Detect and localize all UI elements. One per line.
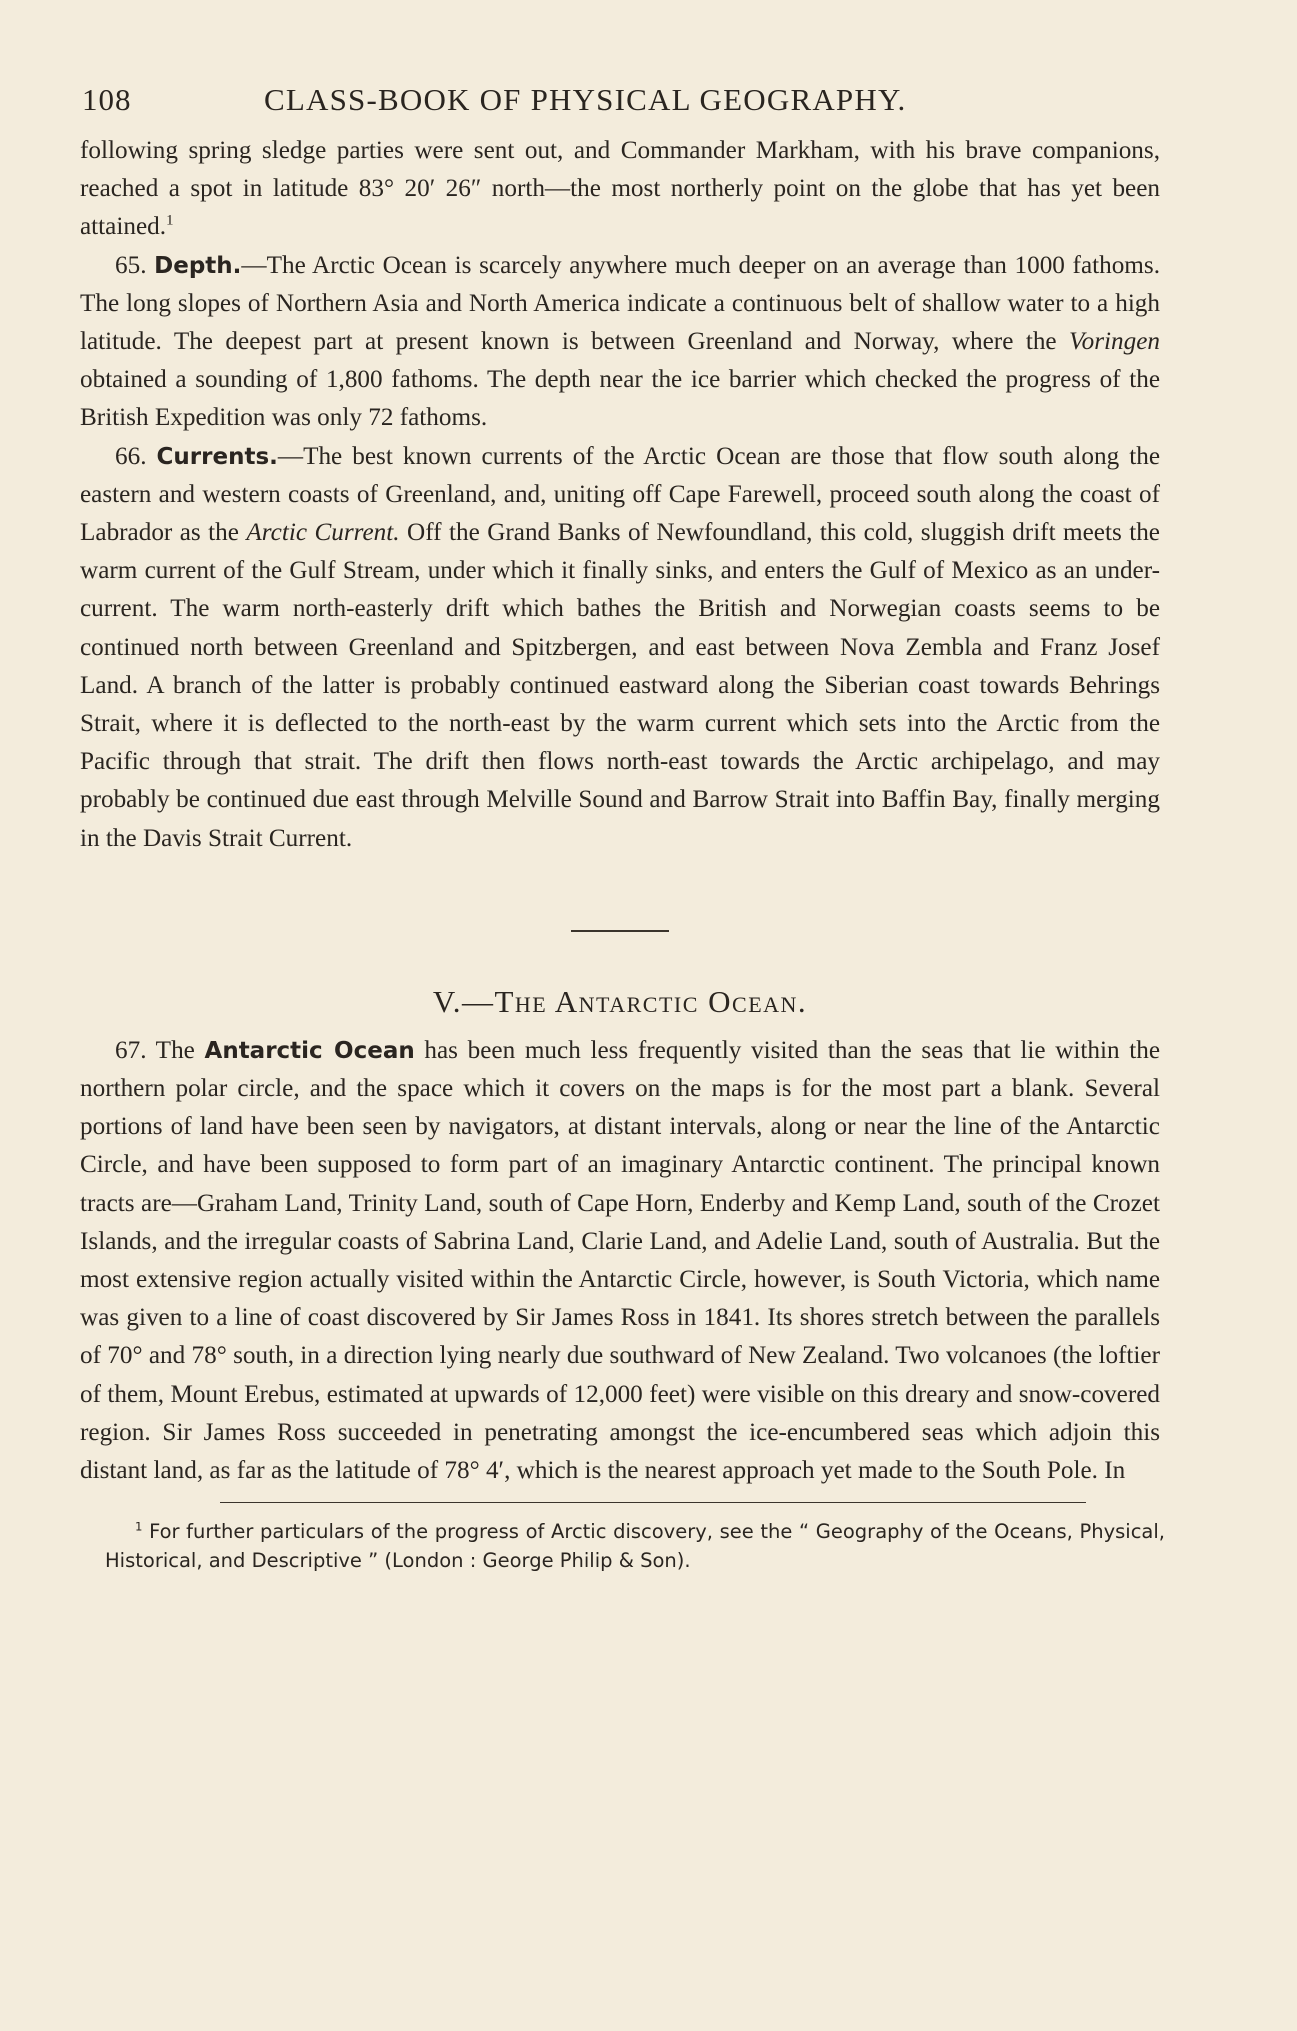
paragraph-currents [80, 438, 1160, 858]
paragraph-text: The [146, 1036, 205, 1064]
paragraph-depth [80, 247, 1160, 438]
paragraph-heading: Currents. [156, 443, 278, 470]
paragraph-text: following spring sledge parties were sent out, and Commander Markham, with his brave companions, reached a spot in latitude 83° 20′ 26″ north—the most northerly point on the globe that has yet been attained. [80, 137, 1160, 241]
paragraph-text: —The Arctic Ocean is scarcely anywhere much deeper on an average than 1000 fathoms. The long slopes of Northern Asia and North America indicate a continuous belt of shallow water to a high latitude. The deepest part at present known is between Greenland and Norway, where the [80, 251, 1160, 356]
paragraph-number: 66. [115, 442, 147, 470]
footnote [105, 1517, 1165, 1575]
paragraph-number: 65. [115, 251, 147, 279]
footnote-rule [220, 1502, 1086, 1503]
paragraph-antarctic [80, 1032, 1160, 1490]
paragraph-text: Off the Grand Banks of Newfoundland, this cold, sluggish drift meets the warm current of the Gulf Stream, under which it finally sinks, and enters the Gulf of Mexico as an under-current. The warm north-easterly drift which bathes the British and Norwegian coasts seems to be continued north between Greenland and Spitzbergen, and east between Nova Zembla and Franz Josef Land. A branch of the latter is probably continued eastward along the Siberian coast towards Behrings Strait, where it is deflected to the north-east by the warm current which sets into the Arctic from the Pacific through that strait. The drift then flows north-east towards the Arctic archipelago, and may probably be continued due east through Melville Sound and Barrow Strait into Baffin Bay, finally merging in the Davis Strait Current. [80, 519, 1160, 852]
paragraph-text: has been much less frequently visited than the seas that lie within the northern polar circle, and the space which it covers on the maps is for the most part a blank. Several portions of land have been seen by navigators, at distant intervals, along or near the line of the Antarctic Circle, and have been supposed to form part of an imaginary Antarctic continent. The principal known tracts are—Graham Land, Trinity Land, south of Cape Horn, Enderby and Kemp Land, south of the Crozet Islands, and the irregular coasts of Sabrina Land, Clarie Land, and Adelie Land, south of Australia. But the most extensive region actually visited within the Antarctic Circle, however, is South Victoria, which name was given to a line of coast discovered by Sir James Ross in 1841. Its shores stretch between the parallels of 70° and 78° south, in a direction lying nearly due southward of New Zealand. Two volcanoes (the loftier of them, Mount Erebus, estimated at upwards of 12,000 feet) were visible on this dreary and snow-covered region. Sir James Ross succeeded in penetrating amongst the ice-encumbered seas which adjoin this distant land, as far as the latitude of 78° 4′, which is the nearest approach yet made to the South Pole. In [80, 1036, 1160, 1485]
ship-name: Voringen [1069, 328, 1160, 356]
footnote-text: For further particulars of the progress of Arctic discovery, see the “ Geography of the Oceans, Physical, Historical, and Descriptive ” (London : George Philip & Son). [105, 1520, 1165, 1573]
page-number: 108 [82, 82, 132, 117]
section-title: V.—The Antarctic Ocean. [432, 983, 808, 1019]
paragraph-number: 67. [115, 1036, 147, 1064]
running-title: CLASS-BOOK OF PHYSICAL GEOGRAPHY. [264, 82, 907, 117]
current-name: Arctic Current. [246, 519, 400, 547]
footnote-reference: 1 [166, 213, 174, 230]
paragraph-text: —The best known currents of the Arctic Ocean are those that flow south along the eastern and western coasts of Greenland, and, uniting off Cape Farewell, proceed south along the coast of Labrador as the [80, 442, 1161, 547]
paragraph-heading: Antarctic Ocean [204, 1037, 415, 1064]
page-header [80, 82, 1160, 132]
paragraph-heading: Depth. [154, 252, 242, 279]
section-divider [571, 930, 669, 932]
footnote-marker: 1 [135, 1519, 143, 1534]
paragraph-continuation [80, 132, 1160, 247]
book-page [80, 82, 1165, 1575]
paragraph-text: obtained a sounding of 1,800 fathoms. The depth near the ice barrier which checked the progress of the British Expedition was only 72 fathoms. [80, 366, 1160, 432]
